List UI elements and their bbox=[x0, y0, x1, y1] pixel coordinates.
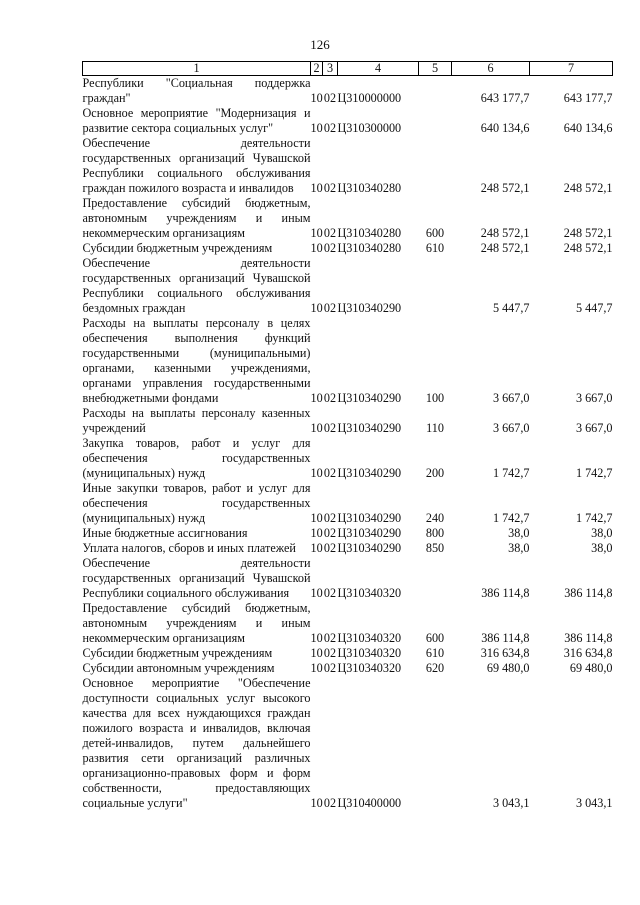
subsection-code-cell: 02 bbox=[323, 391, 337, 405]
section-code-cell: 10 bbox=[310, 586, 323, 600]
subsection-code-cell: 02 bbox=[323, 181, 337, 195]
section-code-cell: 10 bbox=[310, 241, 323, 255]
expense-type-cell: 110 bbox=[426, 421, 444, 435]
target-article-cell: Ц310340290 bbox=[337, 391, 402, 405]
amount-cell: 5 447,7 bbox=[575, 301, 613, 315]
target-article-cell: Ц310300000 bbox=[337, 121, 402, 135]
subsection-code-cell: 02 bbox=[323, 631, 337, 645]
expense-type-cell: 850 bbox=[425, 541, 445, 555]
section-code-cell: 10 bbox=[310, 631, 323, 645]
section-code-cell: 10 bbox=[310, 301, 323, 315]
target-article-cell: Ц310340280 bbox=[337, 226, 402, 240]
table-row bbox=[83, 316, 613, 406]
row-name-cell: Расходы на выплаты персоналу казенных учреждений bbox=[82, 406, 311, 435]
subsection-code-cell: 02 bbox=[323, 241, 337, 255]
target-article-cell: Ц310340320 bbox=[337, 661, 402, 675]
column-header: 6 bbox=[452, 62, 530, 76]
subsection-code-cell: 02 bbox=[323, 661, 337, 675]
table-row bbox=[83, 106, 613, 136]
expense-type-cell: 610 bbox=[425, 241, 445, 255]
amount-cell: 386 114,8 bbox=[481, 586, 530, 600]
table-row bbox=[83, 256, 613, 316]
section-code-cell: 10 bbox=[310, 541, 323, 555]
section-code-cell: 10 bbox=[310, 391, 323, 405]
section-code-cell: 10 bbox=[310, 526, 323, 540]
subsection-code-cell: 02 bbox=[323, 226, 337, 240]
amount-cell: 643 177,7 bbox=[480, 91, 530, 105]
subsection-code-cell: 02 bbox=[323, 466, 337, 480]
row-name-cell: Предоставление субсидий бюджетным, автономным учреждениям и иным некоммерческим организациям bbox=[82, 601, 311, 645]
target-article-cell: Ц310340320 bbox=[337, 646, 402, 660]
amount-cell: 5 447,7 bbox=[492, 301, 530, 315]
expense-type-cell bbox=[419, 136, 452, 196]
table-row bbox=[83, 196, 613, 241]
subsection-code-cell: 02 bbox=[323, 91, 337, 105]
target-article-cell: Ц310340280 bbox=[337, 241, 402, 255]
amount-cell: 248 572,1 bbox=[480, 241, 530, 255]
column-header: 3 bbox=[323, 62, 338, 76]
section-code-cell: 10 bbox=[310, 181, 323, 195]
row-name-cell: Обеспечение деятельности государственных организаций Чувашской Республики социального обслуживания bbox=[82, 556, 311, 600]
expense-type-cell: 620 bbox=[425, 661, 445, 675]
table-row bbox=[83, 481, 613, 526]
expense-type-cell: 610 bbox=[425, 646, 445, 660]
target-article-cell: Ц310340290 bbox=[337, 301, 402, 315]
amount-cell: 1 742,7 bbox=[492, 466, 530, 480]
table-row bbox=[83, 76, 613, 107]
target-article-cell: Ц310400000 bbox=[337, 796, 402, 810]
row-name-cell: Уплата налогов, сборов и иных платежей bbox=[82, 541, 296, 555]
amount-cell: 3 667,0 bbox=[575, 391, 613, 405]
row-name-cell: Предоставление субсидий бюджетным, автономным учреждениям и иным некоммерческим организациям bbox=[82, 196, 311, 240]
table-row bbox=[83, 406, 613, 436]
section-code-cell: 10 bbox=[310, 661, 323, 675]
amount-cell: 3 667,0 bbox=[575, 421, 613, 435]
amount-cell: 248 572,1 bbox=[563, 181, 613, 195]
amount-cell: 1 742,7 bbox=[492, 511, 530, 525]
row-name-cell: Основное мероприятие "Обеспечение доступности социальных услуг высокого качества для всех нуждающихся граждан пожилого возраста и инвалидов, включая детей-инвалидов, путем дальнейшего развития сети организаций различных организационно-правовых форм и форм собственности, предоставляющих социальные услуги" bbox=[82, 676, 311, 810]
subsection-code-cell: 02 bbox=[323, 796, 337, 810]
expense-type-cell: 600 bbox=[425, 226, 445, 240]
table-row bbox=[83, 241, 613, 256]
target-article-cell: Ц310340290 bbox=[337, 466, 402, 480]
row-name-cell: Иные бюджетные ассигнования bbox=[82, 526, 248, 540]
amount-cell: 386 114,8 bbox=[481, 631, 530, 645]
amount-cell: 38,0 bbox=[591, 526, 613, 540]
amount-cell: 38,0 bbox=[508, 541, 530, 555]
amount-cell: 3 043,1 bbox=[492, 796, 530, 810]
amount-cell: 248 572,1 bbox=[563, 226, 613, 240]
table-row bbox=[83, 661, 613, 676]
column-header: 7 bbox=[530, 62, 613, 76]
table-row bbox=[83, 541, 613, 556]
amount-cell: 38,0 bbox=[508, 526, 530, 540]
expense-type-cell bbox=[419, 676, 452, 811]
page-number: 126 bbox=[310, 37, 330, 52]
amount-cell: 3 667,0 bbox=[492, 421, 530, 435]
expense-type-cell: 600 bbox=[425, 631, 445, 645]
subsection-code-cell: 02 bbox=[323, 526, 337, 540]
column-header: 4 bbox=[338, 62, 419, 76]
amount-cell: 3 043,1 bbox=[575, 796, 613, 810]
expense-type-cell bbox=[419, 76, 452, 107]
amount-cell: 248 572,1 bbox=[480, 226, 530, 240]
target-article-cell: Ц310340320 bbox=[337, 586, 402, 600]
table-row bbox=[83, 676, 613, 811]
subsection-code-cell: 02 bbox=[323, 586, 337, 600]
section-code-cell: 10 bbox=[310, 646, 323, 660]
expense-type-cell bbox=[419, 256, 452, 316]
section-code-cell: 10 bbox=[310, 91, 323, 105]
subsection-code-cell: 02 bbox=[323, 121, 337, 135]
row-name-cell: Основное мероприятие "Модернизация и развитие сектора социальных услуг" bbox=[82, 106, 311, 135]
row-name-cell: Расходы на выплаты персоналу в целях обеспечения выполнения функций государственными (муниципальными) органами, казенными учреждениями, органами управления государственными внебюджетными фондами bbox=[82, 316, 311, 405]
column-header: 5 bbox=[419, 62, 452, 76]
amount-cell: 386 114,8 bbox=[564, 586, 613, 600]
target-article-cell: Ц310340280 bbox=[337, 181, 402, 195]
column-header: 2 bbox=[311, 62, 323, 76]
expense-type-cell bbox=[419, 556, 452, 601]
target-article-cell: Ц310340290 bbox=[337, 541, 402, 555]
section-code-cell: 10 bbox=[310, 121, 323, 135]
expense-type-cell: 240 bbox=[425, 511, 445, 525]
target-article-cell: Ц310000000 bbox=[337, 91, 402, 105]
table-row bbox=[83, 556, 613, 601]
amount-cell: 643 177,7 bbox=[563, 91, 613, 105]
row-name-cell: Субсидии бюджетным учреждениям bbox=[82, 646, 273, 660]
expense-type-cell: 100 bbox=[425, 391, 445, 405]
row-name-cell: Обеспечение деятельности государственных организаций Чувашской Республики социального обслуживания бездомных граждан bbox=[82, 256, 311, 315]
section-code-cell: 10 bbox=[310, 421, 323, 435]
amount-cell: 69 480,0 bbox=[569, 661, 613, 675]
amount-cell: 38,0 bbox=[591, 541, 613, 555]
target-article-cell: Ц310340290 bbox=[337, 421, 402, 435]
table-row bbox=[83, 526, 613, 541]
section-code-cell: 10 bbox=[310, 796, 323, 810]
target-article-cell: Ц310340320 bbox=[337, 631, 402, 645]
amount-cell: 3 667,0 bbox=[492, 391, 530, 405]
row-name-cell: Республики "Социальная поддержка граждан" bbox=[82, 76, 311, 105]
expense-type-cell: 200 bbox=[425, 466, 445, 480]
table-row bbox=[83, 136, 613, 196]
section-code-cell: 10 bbox=[310, 226, 323, 240]
table-row bbox=[83, 436, 613, 481]
expense-type-cell: 800 bbox=[425, 526, 445, 540]
subsection-code-cell: 02 bbox=[323, 421, 337, 435]
amount-cell: 316 634,8 bbox=[480, 646, 530, 660]
table-row bbox=[83, 601, 613, 646]
amount-cell: 640 134,6 bbox=[480, 121, 530, 135]
subsection-code-cell: 02 bbox=[323, 541, 337, 555]
target-article-cell: Ц310340290 bbox=[337, 526, 402, 540]
table-header-row bbox=[83, 62, 613, 76]
row-name-cell: Субсидии автономным учреждениям bbox=[82, 661, 275, 675]
expense-type-cell bbox=[419, 106, 452, 136]
amount-cell: 640 134,6 bbox=[563, 121, 613, 135]
row-name-cell: Закупка товаров, работ и услуг для обеспечения государственных (муниципальных) нужд bbox=[82, 436, 311, 480]
section-code-cell: 10 bbox=[310, 466, 323, 480]
subsection-code-cell: 02 bbox=[323, 511, 337, 525]
section-code-cell: 10 bbox=[310, 511, 323, 525]
row-name-cell: Иные закупки товаров, работ и услуг для обеспечения государственных (муниципальных) нужд bbox=[82, 481, 311, 525]
target-article-cell: Ц310340290 bbox=[337, 511, 402, 525]
amount-cell: 248 572,1 bbox=[480, 181, 530, 195]
subsection-code-cell: 02 bbox=[323, 646, 337, 660]
amount-cell: 69 480,0 bbox=[486, 661, 530, 675]
amount-cell: 248 572,1 bbox=[563, 241, 613, 255]
amount-cell: 386 114,8 bbox=[564, 631, 613, 645]
subsection-code-cell: 02 bbox=[323, 301, 337, 315]
budget-table bbox=[82, 61, 613, 811]
table-row bbox=[83, 646, 613, 661]
row-name-cell: Обеспечение деятельности государственных организаций Чувашской Республики социального обслуживания граждан пожилого возраста и инвалидов bbox=[82, 136, 311, 195]
amount-cell: 1 742,7 bbox=[575, 466, 613, 480]
column-header: 1 bbox=[83, 62, 311, 76]
amount-cell: 1 742,7 bbox=[575, 511, 613, 525]
row-name-cell: Субсидии бюджетным учреждениям bbox=[82, 241, 273, 255]
amount-cell: 316 634,8 bbox=[563, 646, 613, 660]
